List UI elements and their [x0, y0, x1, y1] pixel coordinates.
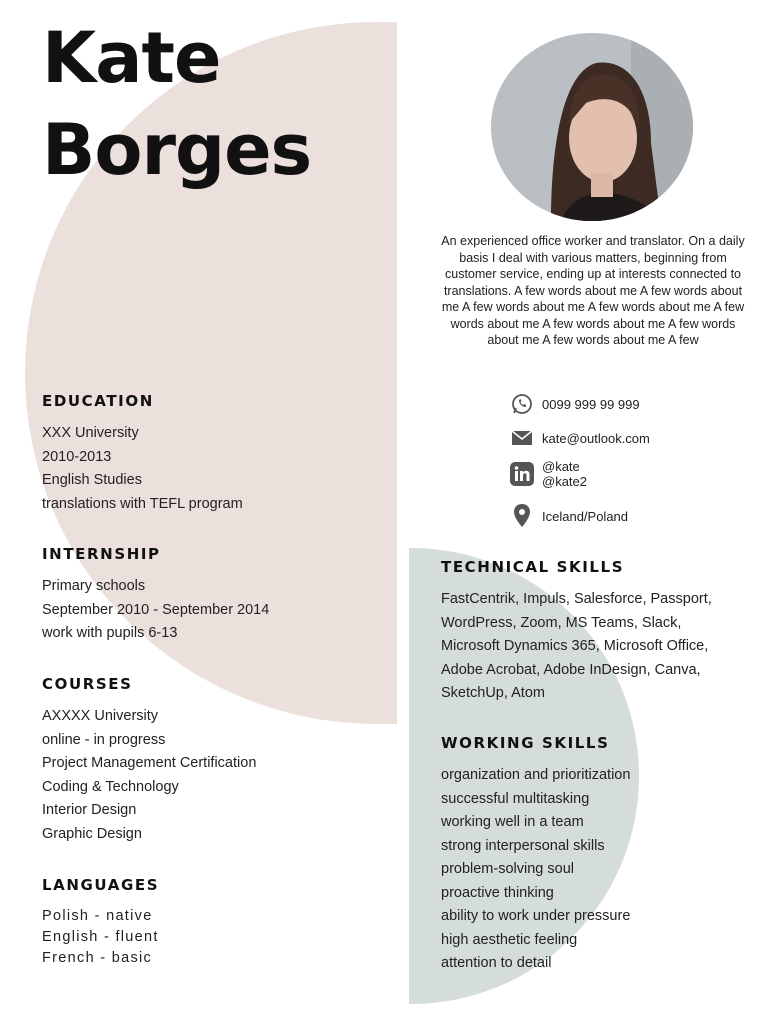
phone-number: 0099 999 99 999 [542, 396, 640, 412]
working-skills-section [441, 734, 630, 976]
course-line: Coding & Technology [42, 778, 179, 795]
technical-skills-heading: TECHNICAL SKILLS [441, 558, 625, 576]
education-heading: EDUCATION [42, 392, 154, 410]
working-skill-line: proactive thinking [441, 884, 554, 901]
linkedin-icon [510, 462, 534, 486]
working-skill-line: organization and prioritization [441, 767, 631, 783]
working-skill-line: ability to work under pressure [441, 908, 631, 924]
technical-skill-line: WordPress, Zoom, MS Teams, Slack, [441, 614, 682, 631]
internship-section [42, 545, 269, 646]
contact-phone [510, 392, 750, 416]
language-line: English - fluent [42, 929, 159, 945]
education-line: English Studies [42, 472, 142, 489]
linkedin-handle-2: @kate2 [542, 474, 587, 489]
location-text: Iceland/Poland [542, 508, 629, 524]
courses-heading: COURSES [42, 675, 133, 693]
internship-heading: INTERNSHIP [42, 545, 161, 563]
technical-skill-line: SketchUp, Atom [441, 685, 545, 701]
course-line: AXXXX University [42, 708, 159, 724]
course-line: Interior Design [42, 802, 137, 819]
email-address: kate@outlook.com [542, 430, 650, 446]
contact-location [510, 504, 750, 528]
education-line: XXX University [42, 425, 139, 441]
working-skill-line: successful multitasking [441, 790, 590, 807]
first-name: Kate [42, 17, 221, 99]
whatsapp-icon [510, 392, 534, 416]
education-line: translations with TEFL program [42, 495, 243, 512]
working-skills-heading: WORKING SKILLS [441, 734, 610, 752]
languages-section [42, 876, 159, 969]
internship-line: September 2010 - September 2014 [42, 601, 270, 618]
languages-heading: LANGUAGES [42, 876, 160, 894]
candidate-name [42, 12, 311, 196]
course-line: Project Management Certification [42, 755, 257, 772]
contact-email [510, 426, 750, 450]
language-line: French - basic [42, 950, 153, 966]
linkedin-handle-1: @kate [542, 459, 580, 474]
course-line: online - in progress [42, 731, 166, 748]
education-line: 2010-2013 [42, 448, 112, 465]
technical-skill-line: Adobe Acrobat, Adobe InDesign, Canva, [441, 661, 701, 678]
courses-section [42, 675, 256, 847]
internship-line: Primary schools [42, 578, 146, 594]
course-line: Graphic Design [42, 825, 142, 842]
language-line: Polish - native [42, 908, 153, 924]
working-skill-line: attention to detail [441, 955, 552, 971]
working-skill-line: high aesthetic feeling [441, 931, 578, 948]
working-skill-line: working well in a team [441, 814, 584, 830]
mail-icon [510, 426, 534, 450]
about-me-text: An experienced office worker and translator. On a daily basis I deal with various matters, beginning from customer service, ending up at interests connected to translations. A few words about me A few words about me A few words about me A few words about me A few words about me A few words about me A few words about me A few words about me A few [441, 234, 745, 347]
profile-photo [491, 33, 693, 221]
technical-skill-line: FastCentrik, Impuls, Salesforce, Passport, [441, 591, 712, 607]
technical-skill-line: Microsoft Dynamics 365, Microsoft Office, [441, 638, 709, 654]
location-pin-icon [510, 504, 534, 528]
contact-linkedin [510, 459, 750, 489]
working-skill-line: strong interpersonal skills [441, 837, 605, 854]
education-section [42, 392, 243, 516]
internship-line: work with pupils 6-13 [42, 625, 178, 642]
last-name: Borges [42, 109, 312, 191]
working-skill-line: problem-solving soul [441, 861, 574, 877]
technical-skills-section [441, 558, 712, 706]
